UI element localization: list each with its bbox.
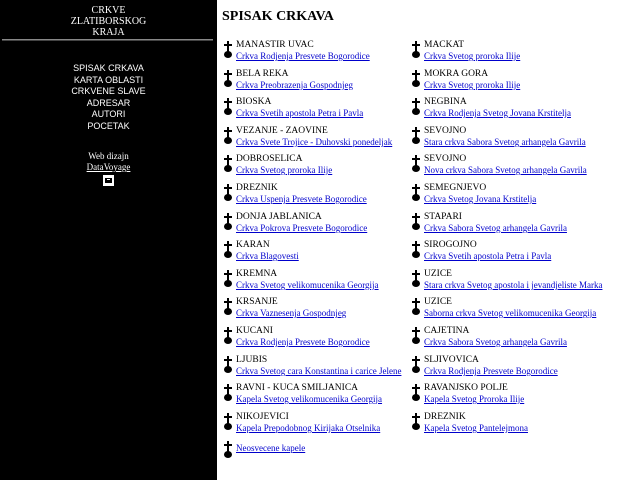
cross-icon bbox=[412, 98, 420, 115]
place-name: MANASTIR UVAC bbox=[236, 40, 314, 50]
cross-icon bbox=[412, 384, 420, 401]
site-title-line-2: ZLATIBORSKOG bbox=[70, 16, 147, 27]
place-name: DOBROSELICA bbox=[236, 154, 303, 164]
place-name: DREZNIK bbox=[424, 412, 466, 422]
church-link[interactable]: Crkva Blagovesti bbox=[236, 251, 299, 261]
church-link[interactable]: Crkva Rodjenja Presvete Bogorodice bbox=[236, 51, 370, 61]
church-entry bbox=[410, 97, 610, 123]
cross-icon bbox=[224, 356, 232, 373]
church-entry bbox=[410, 183, 610, 209]
place-name: KRSANJE bbox=[236, 297, 278, 307]
church-link[interactable]: Stara crkva Svetog apostola i jevandjeliste Marka bbox=[424, 280, 603, 290]
place-name: SIROGOJNO bbox=[424, 240, 477, 250]
church-entry bbox=[222, 269, 422, 295]
nav-item-crkvene-slave[interactable]: CRKVENE SLAVE bbox=[71, 86, 146, 96]
nav-item-karta-oblasti[interactable]: KARTA OBLASTI bbox=[73, 74, 144, 85]
cross-icon bbox=[224, 98, 232, 115]
church-entry bbox=[410, 240, 610, 266]
place-name: UZICE bbox=[424, 297, 452, 307]
church-entry bbox=[222, 154, 422, 180]
church-link[interactable]: Kapela Svetog Pantelejmona bbox=[424, 423, 528, 433]
sidebar bbox=[0, 0, 217, 480]
church-entry bbox=[222, 326, 422, 352]
church-link[interactable]: Kapela Svetog velikomucenika Georgija bbox=[236, 394, 383, 404]
church-link[interactable]: Crkva Preobrazenja Gospodnjeg bbox=[236, 80, 353, 90]
place-name: SEVOJNO bbox=[424, 154, 467, 164]
church-link[interactable]: Crkva Sabora Svetog arhangela Gavrila bbox=[424, 223, 567, 233]
cross-icon bbox=[412, 356, 420, 373]
nav-item-pocetak[interactable]: POCETAK bbox=[87, 120, 130, 131]
church-entry bbox=[222, 383, 422, 409]
place-name: KUCANI bbox=[236, 326, 273, 336]
church-link[interactable]: Crkva Svetih apostola Petra i Pavla bbox=[236, 108, 364, 118]
sidebar-nav bbox=[0, 63, 217, 132]
church-entry bbox=[410, 269, 610, 295]
church-entry bbox=[222, 126, 422, 152]
church-link[interactable]: Crkva Uspenja Presvete Bogorodice bbox=[236, 194, 367, 204]
church-link[interactable]: Stara crkva Sabora Svetog arhangela Gavrila bbox=[424, 137, 586, 147]
church-link[interactable]: Crkva Svetog Jovana Krstitelja bbox=[424, 194, 537, 204]
church-link[interactable]: Crkva Svetog proroka Ilije bbox=[236, 165, 333, 175]
place-name: STAPARI bbox=[424, 212, 462, 222]
church-entry bbox=[410, 40, 610, 66]
place-name: NEGBINA bbox=[424, 97, 467, 107]
cross-icon bbox=[224, 441, 232, 458]
cross-icon bbox=[224, 127, 232, 144]
cross-icon bbox=[412, 127, 420, 144]
church-link[interactable]: Saborna crkva Svetog velikomucenika Georgija bbox=[424, 308, 597, 318]
cross-icon bbox=[224, 241, 232, 258]
place-name: KARAN bbox=[236, 240, 270, 250]
church-entry bbox=[222, 240, 422, 266]
web-design-credit bbox=[0, 151, 217, 186]
datavoyage-link[interactable]: DataVoyage bbox=[86, 162, 131, 172]
cross-icon bbox=[224, 413, 232, 430]
church-entry bbox=[222, 355, 422, 381]
sidebar-divider bbox=[2, 39, 213, 41]
church-link[interactable]: Kapela Svetog Proroka Ilije bbox=[424, 394, 525, 404]
church-entry bbox=[410, 412, 610, 438]
place-name: SEVOJNO bbox=[424, 126, 467, 136]
cross-icon bbox=[224, 298, 232, 315]
place-name: RAVANJSKO POLJE bbox=[424, 383, 508, 393]
church-entry bbox=[410, 154, 610, 180]
cross-icon bbox=[412, 241, 420, 258]
nav-item-spisak-crkava[interactable]: SPISAK CRKAVA bbox=[73, 63, 144, 73]
church-entry bbox=[222, 212, 422, 238]
cross-icon bbox=[412, 270, 420, 287]
church-link[interactable]: Crkva Svetog proroka Ilije bbox=[424, 51, 521, 61]
nav-item-autori[interactable]: AUTORI bbox=[91, 109, 126, 119]
church-entry bbox=[222, 40, 422, 66]
cross-icon bbox=[412, 298, 420, 315]
church-entry bbox=[222, 183, 422, 209]
site-title-line-1: CRKVE bbox=[91, 5, 126, 16]
church-entry bbox=[410, 383, 610, 409]
church-entry bbox=[222, 297, 422, 323]
cross-icon bbox=[224, 70, 232, 87]
cross-icon bbox=[224, 384, 232, 401]
cross-icon bbox=[224, 327, 232, 344]
church-entry bbox=[410, 126, 610, 152]
church-link[interactable]: Kapela Prepodobnog Kirijaka Otselnika bbox=[236, 423, 381, 433]
cross-icon bbox=[412, 327, 420, 344]
cross-icon bbox=[224, 184, 232, 201]
site-title bbox=[0, 5, 217, 38]
place-name: DREZNIK bbox=[236, 183, 278, 193]
church-link[interactable]: Crkva Vaznesenja Gospodnjeg bbox=[236, 308, 347, 318]
place-name: RAVNI - KUCA SMILJANICA bbox=[236, 383, 359, 393]
place-name: BIOSKA bbox=[236, 97, 272, 107]
cross-icon bbox=[412, 41, 420, 58]
site-title-line-3: KRAJA bbox=[92, 27, 125, 38]
page-title: SPISAK CRKAVA bbox=[222, 9, 334, 24]
credit-text: Web dizajn bbox=[88, 151, 129, 161]
place-name: UZICE bbox=[424, 269, 452, 279]
place-name: KREMNA bbox=[236, 269, 278, 279]
church-entry bbox=[410, 297, 610, 323]
place-name: MACKAT bbox=[424, 40, 465, 50]
church-link[interactable]: Crkva Svetog velikomucenika Georgija bbox=[236, 280, 379, 290]
church-link[interactable]: Crkva Svetog proroka Ilije bbox=[424, 80, 521, 90]
church-entry bbox=[222, 412, 422, 438]
church-entry bbox=[222, 97, 422, 123]
church-link[interactable]: Crkva Svetog cara Konstantina i carice Jelene bbox=[236, 366, 402, 376]
church-link[interactable]: Crkva Rodjenja Presvete Bogorodice bbox=[236, 337, 370, 347]
cross-icon bbox=[224, 41, 232, 58]
place-name: MOKRA GORA bbox=[424, 69, 489, 79]
cross-icon bbox=[224, 270, 232, 287]
church-link[interactable]: Crkva Sabora Svetog arhangela Gavrila bbox=[424, 337, 567, 347]
nav-item-adresar[interactable]: ADRESAR bbox=[86, 97, 131, 108]
church-link[interactable]: Crkva Svetih apostola Petra i Pavla bbox=[424, 251, 552, 261]
church-entry bbox=[410, 326, 610, 352]
cross-icon bbox=[412, 184, 420, 201]
place-name: VEZANJE - ZAOVINE bbox=[236, 126, 328, 136]
cross-icon bbox=[224, 213, 232, 230]
place-name: NIKOJEVICI bbox=[236, 412, 289, 422]
church-entry bbox=[222, 440, 422, 466]
cross-icon bbox=[412, 155, 420, 172]
cross-icon bbox=[412, 213, 420, 230]
church-link[interactable]: Crkva Rodjenja Svetog Jovana Krstitelja bbox=[424, 108, 571, 118]
cross-icon bbox=[412, 413, 420, 430]
cross-icon bbox=[412, 70, 420, 87]
datavoyage-logo-icon[interactable] bbox=[103, 175, 114, 186]
place-name: BELA REKA bbox=[236, 69, 289, 79]
church-link[interactable]: Neosvecene kapele bbox=[236, 443, 306, 453]
place-name: DONJA JABLANICA bbox=[236, 212, 322, 222]
church-link[interactable]: Crkva Rodjenja Presvete Bogorodice bbox=[424, 366, 558, 376]
church-link[interactable]: Crkva Svete Trojice - Duhovski ponedeljak bbox=[236, 137, 393, 147]
church-entry bbox=[410, 69, 610, 95]
place-name: LJUBIS bbox=[236, 355, 268, 365]
church-entry bbox=[410, 355, 610, 381]
cross-icon bbox=[224, 155, 232, 172]
church-entry bbox=[410, 212, 610, 238]
church-link[interactable]: Nova crkva Sabora Svetog arhangela Gavrila bbox=[424, 165, 587, 175]
place-name: SLJIVOVICA bbox=[424, 355, 479, 365]
church-entry bbox=[222, 69, 422, 95]
place-name: SEMEGNJEVO bbox=[424, 183, 487, 193]
place-name: CAJETINA bbox=[424, 326, 470, 336]
church-link[interactable]: Crkva Pokrova Presvete Bogorodice bbox=[236, 223, 368, 233]
